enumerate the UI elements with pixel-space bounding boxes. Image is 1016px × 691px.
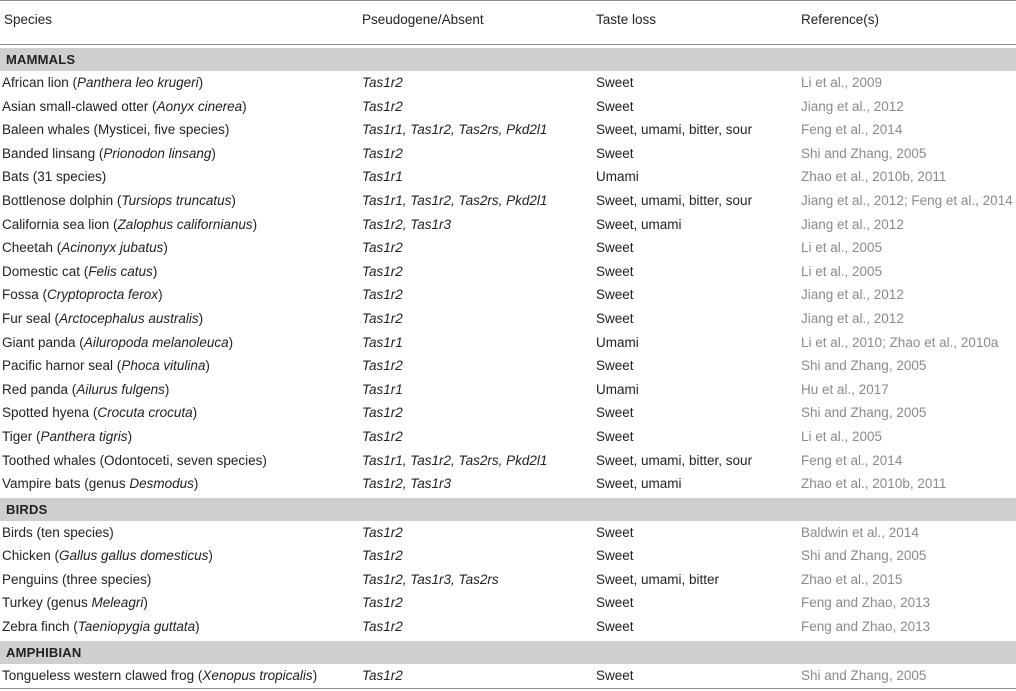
taste-loss-cell: Sweet (596, 667, 634, 683)
table-row (0, 331, 1016, 355)
reference-cell: Li et al., 2010; Zhao et al., 2010a (801, 334, 999, 350)
reference-cell: Jiang et al., 2012 (801, 310, 904, 326)
reference-cell: Feng et al., 2014 (801, 452, 903, 468)
table-row (0, 449, 1016, 473)
taste-loss-cell: Sweet, umami (596, 476, 682, 492)
table-row (0, 521, 1016, 545)
table-row (0, 425, 1016, 449)
species-cell: Domestic cat (Felis catus) (2, 263, 158, 279)
reference-cell: Shi and Zhang, 2005 (801, 405, 927, 421)
reference-cell: Li et al., 2005 (801, 263, 883, 279)
table-row (0, 236, 1016, 260)
reference-cell: Shi and Zhang, 2005 (801, 145, 927, 161)
pseudogene-cell: Tas1r1 (362, 381, 403, 397)
table-row (0, 71, 1016, 95)
pseudogene-cell: Tas1r2 (362, 358, 403, 374)
species-cell: Tiger (Panthera tigris) (2, 428, 133, 444)
species-cell: Fur seal (Arctocephalus australis) (2, 310, 204, 326)
taste-loss-cell: Sweet (596, 358, 634, 374)
species-cell: California sea lion (Zalophus californianus) (2, 216, 258, 232)
reference-cell: Shi and Zhang, 2005 (801, 667, 927, 683)
species-cell: Baleen whales (Mysticei, five species) (2, 122, 230, 138)
table-row (0, 472, 1016, 496)
pseudogene-cell: Tas1r2, Tas1r3 (362, 216, 452, 232)
table-row (0, 401, 1016, 425)
reference-cell: Zhao et al., 2010b, 2011 (801, 169, 947, 185)
taste-loss-cell: Sweet (596, 619, 634, 635)
table-row (0, 664, 1016, 688)
table-row (0, 260, 1016, 284)
taste-loss-cell: Sweet (596, 405, 634, 421)
header-pseudogene: Pseudogene/Absent (362, 12, 484, 27)
pseudogene-cell: Tas1r2 (362, 524, 403, 540)
pseudogene-cell: Tas1r2 (362, 595, 403, 611)
species-cell: Red panda (Ailurus fulgens) (2, 381, 170, 397)
species-cell: Tongueless western clawed frog (Xenopus tropicalis) (2, 667, 318, 683)
taste-loss-cell: Sweet, umami, bitter, sour (596, 122, 753, 138)
pseudogene-cell: Tas1r2 (362, 428, 403, 444)
section-header (0, 48, 1016, 71)
pseudogene-cell: Tas1r1, Tas1r2, Tas2rs, Pkd2l1 (362, 192, 548, 208)
reference-cell: Li et al., 2009 (801, 75, 883, 90)
pseudogene-cell: Tas1r2 (362, 287, 403, 303)
pseudogene-cell: Tas1r2 (362, 240, 403, 256)
table-row (0, 213, 1016, 237)
table-row (0, 142, 1016, 166)
table-bottom-rule (0, 688, 1016, 689)
species-cell: Spotted hyena (Crocuta crocuta) (2, 405, 198, 421)
pseudogene-cell: Tas1r2 (362, 75, 403, 90)
taste-loss-cell: Sweet (596, 595, 634, 611)
pseudogene-cell: Tas1r2 (362, 98, 403, 114)
taste-loss-cell: Sweet (596, 263, 634, 279)
section-title: BIRDS (6, 501, 48, 517)
pseudogene-cell: Tas1r2 (362, 405, 403, 421)
taste-loss-cell: Umami (596, 381, 639, 397)
pseudogene-cell: Tas1r1 (362, 334, 403, 350)
taste-loss-cell: Sweet (596, 524, 634, 540)
pseudogene-cell: Tas1r1, Tas1r2, Tas2rs, Pkd2l1 (362, 452, 548, 468)
table-row (0, 544, 1016, 568)
taste-loss-cell: Sweet (596, 310, 634, 326)
reference-cell: Jiang et al., 2012 (801, 287, 904, 303)
reference-cell: Shi and Zhang, 2005 (801, 358, 927, 374)
table-header (0, 0, 1016, 45)
reference-cell: Li et al., 2005 (801, 428, 883, 444)
table-row (0, 118, 1016, 142)
reference-cell: Feng and Zhao, 2013 (801, 595, 931, 611)
reference-cell: Shi and Zhang, 2005 (801, 548, 927, 564)
taste-loss-cell: Umami (596, 334, 639, 350)
taste-loss-cell: Sweet, umami (596, 216, 682, 232)
species-cell: Giant panda (Ailuropoda melanoleuca) (2, 334, 234, 350)
taste-loss-cell: Sweet (596, 548, 634, 564)
reference-cell: Jiang et al., 2012 (801, 98, 904, 114)
reference-cell: Jiang et al., 2012 (801, 216, 904, 232)
taste-loss-cell: Sweet, umami, bitter, sour (596, 452, 753, 468)
header-references: Reference(s) (801, 12, 880, 27)
species-cell: Penguins (three species) (2, 571, 152, 587)
table-row (0, 568, 1016, 592)
table-row (0, 95, 1016, 119)
species-cell: Asian small-clawed otter (Aonyx cinerea) (2, 98, 247, 114)
pseudogene-cell: Tas1r2 (362, 145, 403, 161)
species-cell: Bottlenose dolphin (Tursiops truncatus) (2, 192, 236, 208)
pseudogene-cell: Tas1r2 (362, 619, 403, 635)
header-species: Species (4, 12, 53, 27)
pseudogene-cell: Tas1r2 (362, 667, 403, 683)
taste-loss-cell: Sweet (596, 240, 634, 256)
header-taste-loss: Taste loss (596, 12, 657, 27)
section-title: MAMMALS (6, 52, 76, 67)
table-row (0, 615, 1016, 639)
species-cell: Banded linsang (Prionodon linsang) (2, 145, 216, 161)
reference-cell: Zhao et al., 2010b, 2011 (801, 476, 947, 492)
taste-loss-cell: Sweet, umami, bitter (596, 571, 720, 587)
species-cell: Birds (ten species) (2, 524, 114, 540)
table-row (0, 591, 1016, 615)
table-body (0, 48, 1016, 687)
table-row (0, 378, 1016, 402)
species-cell: Vampire bats (genus Desmodus) (2, 476, 199, 492)
table-row (0, 354, 1016, 378)
taste-loss-cell: Sweet (596, 98, 634, 114)
table-row (0, 307, 1016, 331)
taste-loss-cell: Sweet (596, 145, 634, 161)
pseudogene-cell: Tas1r1 (362, 169, 403, 185)
species-cell: African lion (Panthera leo krugeri) (2, 75, 204, 90)
section-title: AMPHIBIAN (6, 644, 82, 660)
section-header (0, 498, 1016, 521)
pseudogene-cell: Tas1r2 (362, 263, 403, 279)
reference-cell: Jiang et al., 2012; Feng et al., 2014 (801, 192, 1013, 208)
pseudogene-cell: Tas1r1, Tas1r2, Tas2rs, Pkd2l1 (362, 122, 548, 138)
species-cell: Cheetah (Acinonyx jubatus) (2, 240, 168, 256)
species-cell: Fossa (Cryptoprocta ferox) (2, 287, 163, 303)
taste-loss-cell: Sweet (596, 428, 634, 444)
reference-cell: Li et al., 2005 (801, 240, 883, 256)
species-cell: Bats (31 species) (2, 169, 107, 185)
pseudogene-cell: Tas1r2 (362, 310, 403, 326)
species-cell: Zebra finch (Taeniopygia guttata) (2, 619, 200, 635)
reference-cell: Zhao et al., 2015 (801, 571, 903, 587)
table-row (0, 189, 1016, 213)
reference-cell: Hu et al., 2017 (801, 381, 889, 397)
table-row (0, 165, 1016, 189)
taste-loss-cell: Sweet (596, 287, 634, 303)
taste-loss-cell: Umami (596, 169, 639, 185)
reference-cell: Feng and Zhao, 2013 (801, 619, 931, 635)
taste-loss-cell: Sweet (596, 75, 634, 90)
pseudogene-cell: Tas1r2 (362, 548, 403, 564)
species-cell: Toothed whales (Odontoceti, seven species) (2, 452, 267, 468)
reference-cell: Feng et al., 2014 (801, 122, 903, 138)
taste-loss-cell: Sweet, umami, bitter, sour (596, 192, 753, 208)
reference-cell: Baldwin et al., 2014 (801, 524, 919, 540)
section-header (0, 641, 1016, 664)
pseudogene-cell: Tas1r2, Tas1r3, Tas2rs (362, 571, 499, 587)
species-cell: Chicken (Gallus gallus domesticus) (2, 548, 213, 564)
table-row (0, 283, 1016, 307)
species-cell: Turkey (genus Meleagri) (2, 595, 148, 611)
pseudogene-cell: Tas1r2, Tas1r3 (362, 476, 452, 492)
species-cell: Pacific harnor seal (Phoca vitulina) (2, 358, 210, 374)
